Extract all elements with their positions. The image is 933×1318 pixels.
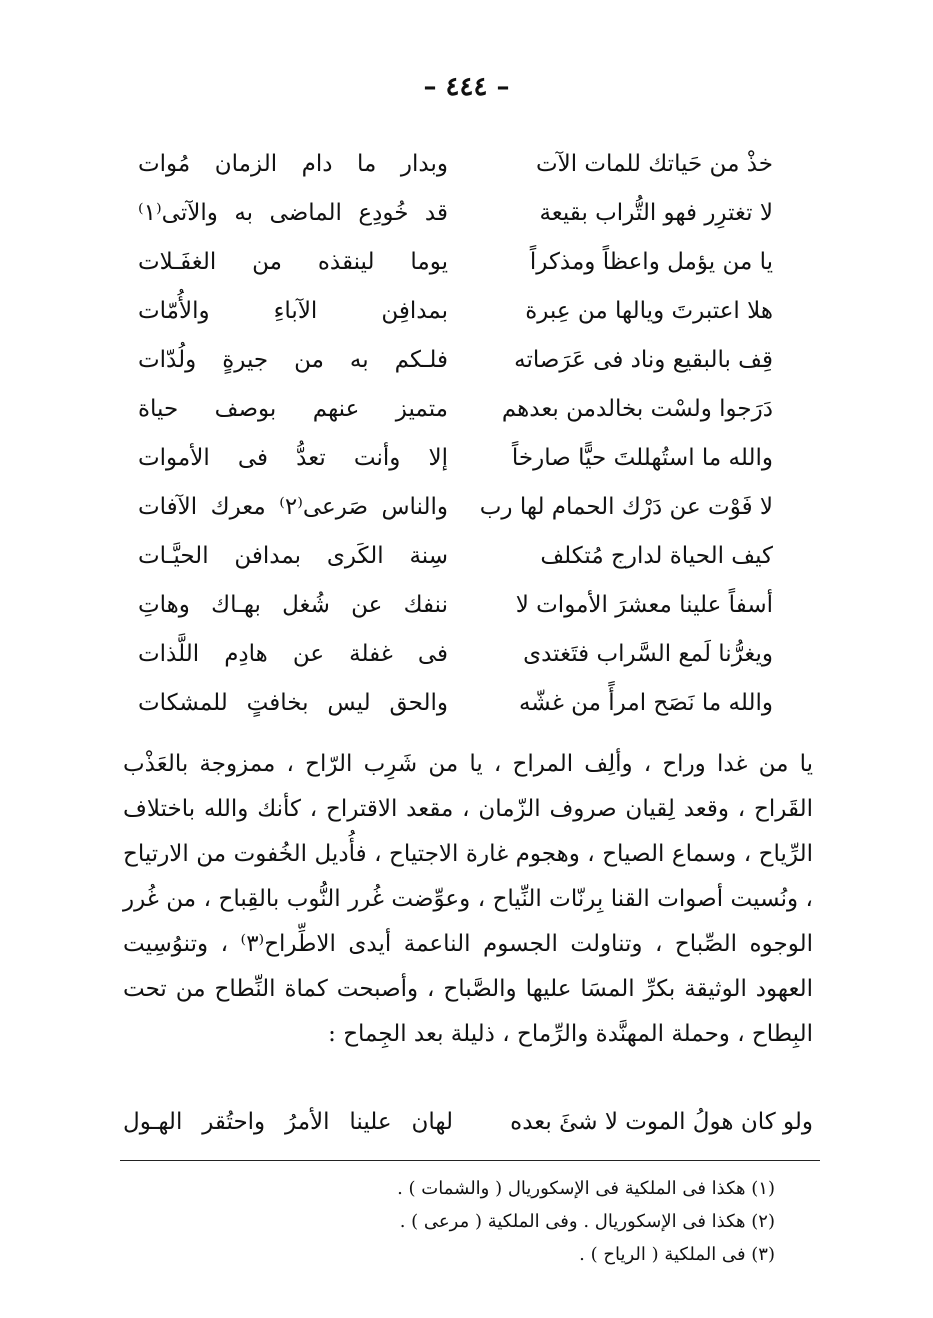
verse-second-hemistich: وبدار ما دام الزمان مُوات xyxy=(138,151,448,177)
verse-second-hemistich: بمدافِن الآباءِ والأُمّات xyxy=(138,298,448,324)
verse-second-hemistich: متميز عنهم بوصف حياة xyxy=(138,396,448,422)
verse-first-hemistich: كيف الحياة لدارج مُتكلف xyxy=(540,543,773,569)
verse-second-hemistich: والحق ليس بخافتٍ للمشكات xyxy=(138,690,448,716)
verse-second-hemistich: والناس صَرعى⁽٢⁾ معرك الآفات xyxy=(138,494,448,520)
footnote: (٢) هكذا فى الإسكوريال . وفى الملكية ( مرعى ) . xyxy=(399,1211,775,1232)
verse xyxy=(0,432,933,484)
verse-second-hemistich: فى غفلة عن هادِم اللَّذات xyxy=(138,641,448,667)
verse-first-hemistich: لا فَوْت عن دَرْك الحمام لها رب xyxy=(479,494,773,520)
verse-second-hemistich: لهان علينا الأمرُ واحتُقر الهـول xyxy=(123,1109,453,1135)
verse-first-hemistich: والله ما نَصَح امرأً من غشّه xyxy=(518,690,773,716)
verse xyxy=(0,285,933,337)
footnote-divider xyxy=(120,1160,820,1161)
verse-first-hemistich: دَرَجوا ولسْت بخالدمن بعدهم xyxy=(501,396,773,422)
verse xyxy=(0,530,933,582)
footnote: (١) هكذا فى الملكية فى الإسكوريال ( والشمات ) . xyxy=(397,1178,775,1199)
verse-first-hemistich: يا من يؤمل واعظاً ومذكراً xyxy=(529,249,773,275)
verse-first-hemistich: ولو كان هولُ الموت لا شئَ بعده xyxy=(510,1109,813,1135)
verse-second-hemistich: سِنة الكَرى بمدافن الحيَّـات xyxy=(138,543,448,569)
prose-paragraph: يا من غدا وراح ، وألِف المراح ، يا من شَرِب الرّاح ، ممزوجة بالعَذْب القَراح ، وقعد لِقيان صروف الزّمان ، مقعد الاقتراح ، كأنك والله باختلاف الرِّياح ، وسماع الصياح ، وهجوم غارة الاجتياح ، فأُديل الخُفوت من الارتياح ، ونُسيت أصوات القنا بِرنّات النِّياح ، وعوِّضت غُرر النُّوب بالقِباح ، من غُرر الوجوه الصِّباح ، وتناولت الجسوم الناعمة أيدى الاطِّراح⁽٣⁾ ، وتنوُسِيت العهود الوثيقة بكرِّ المسَا عليها والصَّباح ، وأصبحت كماة النِّطاح من تحت البِطاح ، وحملة المهنَّدة والرِّماح ، ذليلة بعد الجِماح : xyxy=(123,751,813,1047)
footnotes xyxy=(397,1172,775,1271)
verse xyxy=(0,383,933,435)
verse xyxy=(0,334,933,386)
verse-second-hemistich: ننفك عن شُغل بهـاك وهاتِ xyxy=(138,592,448,618)
verse-first-hemistich: ويغرُّنا لَمع السَّراب فتَغتدى xyxy=(523,641,773,667)
verse xyxy=(0,138,933,190)
verse-first-hemistich: قِف بالبقيع وناد فى عَرَصاته xyxy=(514,347,773,373)
verse-second-hemistich: إلا وأنت تعدُّ فى الأموات xyxy=(138,445,448,471)
verse-second-hemistich: فلـكم به من جيرةٍ ولُدّات xyxy=(138,347,448,373)
verse-first-hemistich: والله ما استُهللتَ حيًّا صارخاً xyxy=(511,445,773,471)
verse xyxy=(0,236,933,288)
closing-verse xyxy=(0,1098,933,1146)
page-number: – ٤٤٤ – xyxy=(423,72,510,102)
verse-first-hemistich: خذْ من حَياتك للمات الآت xyxy=(535,151,773,177)
footnote: (٣) فى الملكية ( الرياح ) . xyxy=(579,1244,775,1265)
verse xyxy=(0,187,933,239)
verse-first-hemistich: أسفاً علينا معشرَ الأموات لا xyxy=(515,592,773,618)
verse-second-hemistich: قد خُودِع الماضى به والآتى⁽١⁾ xyxy=(138,200,448,226)
verse-first-hemistich: هلا اعتبرتَ ويالها من عِبرة xyxy=(525,298,773,324)
verse xyxy=(0,579,933,631)
verse-second-hemistich: يوما لينقذه من الغفَـلات xyxy=(138,249,448,275)
verse-first-hemistich: لا تغترِر فهو التُّراب بقيعة xyxy=(539,200,773,226)
verse xyxy=(0,628,933,680)
verse xyxy=(0,481,933,533)
verse xyxy=(0,677,933,729)
